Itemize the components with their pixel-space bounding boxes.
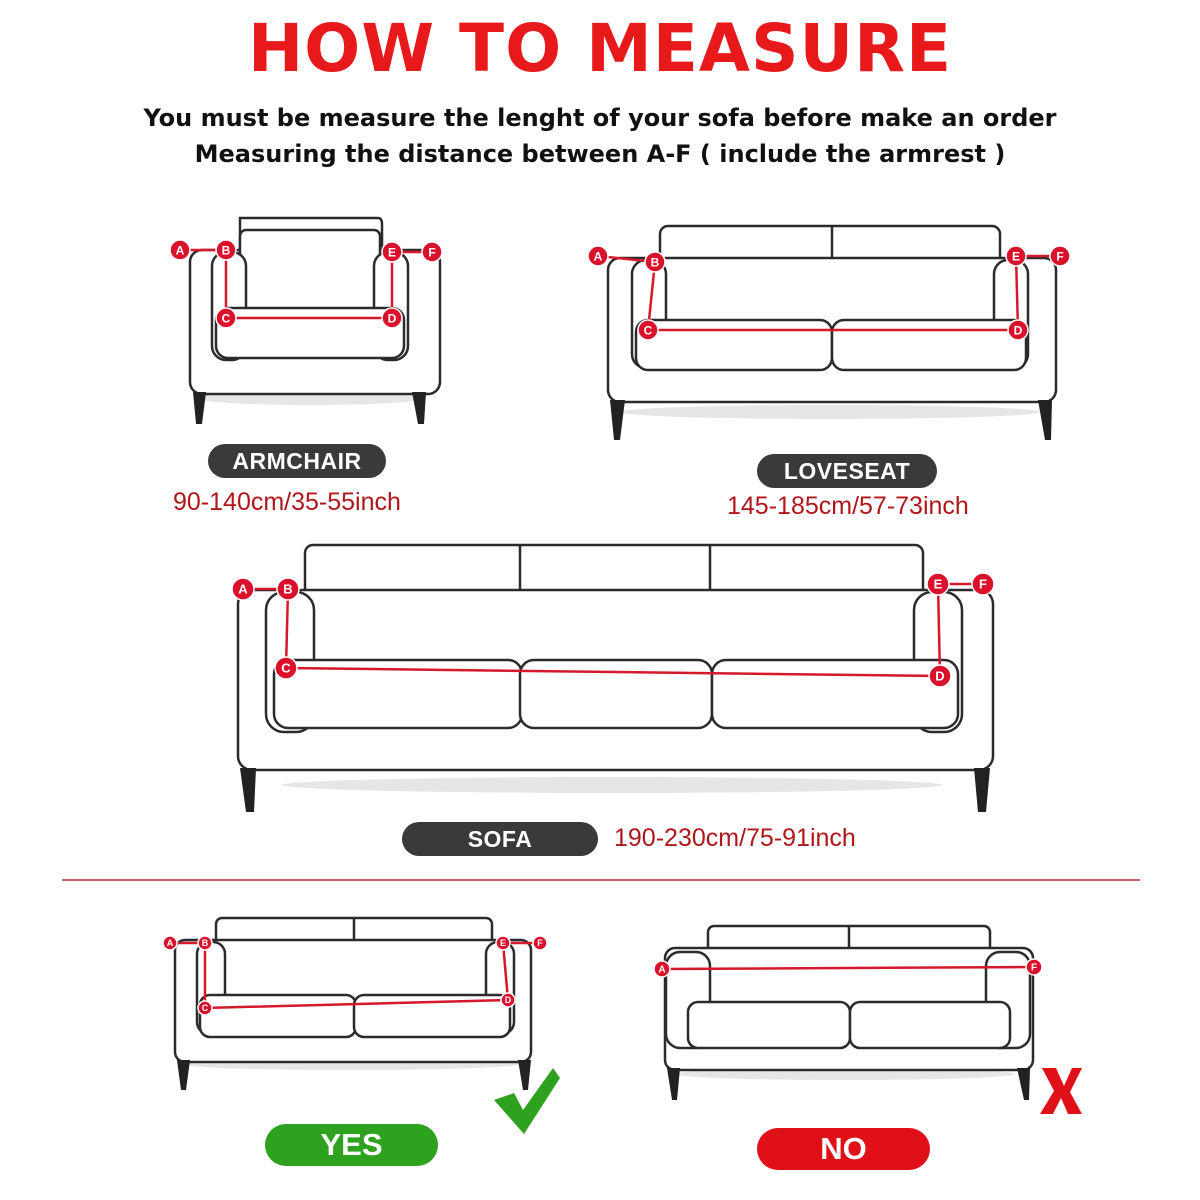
svg-text:D: D	[504, 995, 512, 1006]
svg-text:F: F	[428, 245, 436, 260]
loveseat-point-a	[588, 246, 608, 266]
loveseat-diagram	[608, 226, 1056, 440]
svg-text:A: A	[175, 243, 185, 258]
sofa-point-e	[927, 573, 949, 595]
no-label: NO	[757, 1128, 930, 1170]
sofa-label: SOFA	[402, 822, 598, 856]
sofa-point-b	[277, 578, 299, 600]
svg-text:C: C	[281, 660, 291, 676]
armchair-point-b	[216, 240, 236, 260]
svg-text:A: A	[166, 938, 174, 949]
yes-point-d	[501, 993, 515, 1007]
yes-point-a	[163, 936, 177, 950]
svg-text:B: B	[283, 581, 293, 597]
page-title: HOW TO MEASURE	[247, 10, 953, 87]
sofa-diagram	[238, 545, 993, 812]
svg-text:E: E	[1011, 249, 1021, 264]
yes-label: YES	[265, 1124, 438, 1166]
sofa-point-d	[929, 665, 951, 687]
yes-point-b	[198, 936, 212, 950]
svg-text:D: D	[935, 668, 945, 684]
armchair-point-d	[382, 308, 402, 328]
loveseat-point-e	[1006, 246, 1026, 266]
armchair-label: ARMCHAIR	[208, 444, 386, 478]
svg-text:A: A	[658, 964, 666, 976]
no-example-diagram	[665, 926, 1033, 1100]
svg-text:C: C	[201, 1003, 209, 1014]
sofa-point-a	[232, 578, 254, 600]
no-point-a	[654, 961, 670, 977]
yes-point-e	[496, 936, 510, 950]
svg-text:F: F	[979, 576, 987, 592]
svg-text:E: E	[499, 938, 507, 949]
sofa-size: 190-230cm/75-91inch	[614, 824, 856, 852]
loveseat-point-d	[1008, 320, 1028, 340]
yes-point-f	[533, 936, 547, 950]
svg-text:A: A	[238, 581, 248, 597]
svg-text:D: D	[387, 311, 397, 326]
svg-text:B: B	[221, 243, 231, 258]
svg-text:E: E	[387, 245, 397, 260]
loveseat-point-c	[638, 320, 658, 340]
yes-point-c	[198, 1001, 212, 1015]
svg-text:D: D	[1013, 323, 1023, 338]
svg-text:E: E	[933, 576, 943, 592]
armchair-point-a	[170, 240, 190, 260]
cross-mark-icon	[1040, 1068, 1082, 1114]
loveseat-label: LOVESEAT	[757, 454, 937, 488]
svg-text:C: C	[221, 311, 231, 326]
instruction-line-1: You must be measure the lenght of your sofa before make an order	[143, 104, 1057, 132]
armchair-point-c	[216, 308, 236, 328]
svg-text:F: F	[1056, 249, 1064, 264]
svg-text:F: F	[1030, 962, 1038, 974]
svg-text:A: A	[593, 249, 603, 264]
svg-text:B: B	[650, 255, 660, 270]
instruction-line-2: Measuring the distance between A-F ( include the armrest )	[194, 140, 1006, 168]
armchair-point-f	[422, 242, 442, 262]
loveseat-point-f	[1050, 246, 1070, 266]
armchair-point-e	[382, 242, 402, 262]
svg-text:F: F	[537, 938, 543, 949]
sofa-point-c	[275, 657, 297, 679]
loveseat-point-b	[645, 252, 665, 272]
loveseat-size: 145-185cm/57-73inch	[727, 492, 969, 520]
svg-text:C: C	[643, 323, 653, 338]
armchair-size: 90-140cm/35-55inch	[173, 488, 401, 516]
svg-text:B: B	[201, 938, 209, 949]
no-point-f	[1026, 959, 1042, 975]
sofa-point-f	[972, 573, 994, 595]
